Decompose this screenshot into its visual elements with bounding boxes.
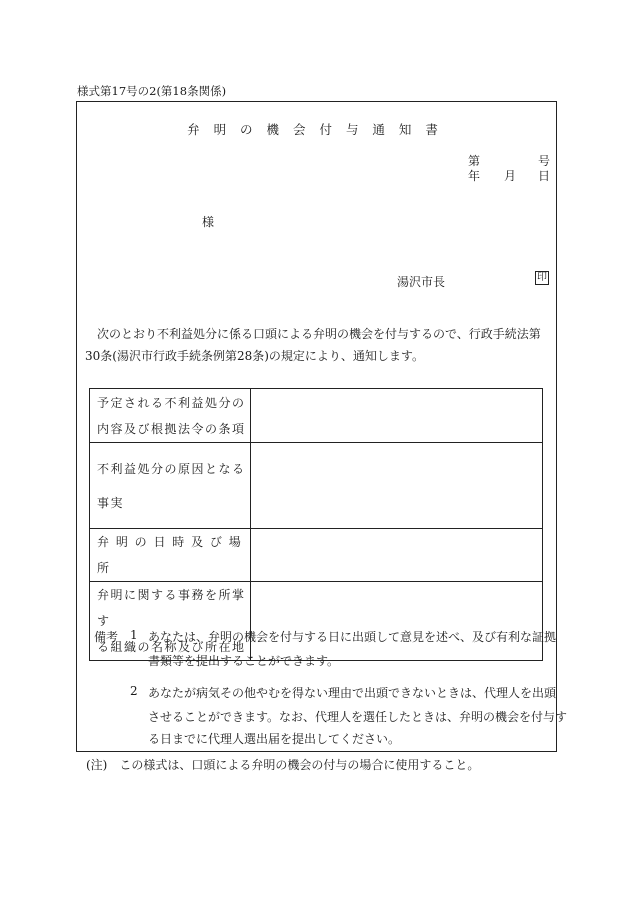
table-row <box>90 529 543 582</box>
footnote: (注) この様式は、口頭による弁明の機会の付与の場合に使用すること。 <box>86 758 480 772</box>
note-1-line-1: あなたは、弁明の機会を付与する日に出頭して意見を述べ、及び有利な証拠 <box>148 630 557 644</box>
table-row <box>90 582 543 661</box>
form-number-label: 様式第17号の2(第18条関係) <box>77 84 227 98</box>
date-day: 日 <box>538 169 551 183</box>
number-suffix: 号 <box>538 154 551 168</box>
row-value-proposed-disposition <box>251 389 543 443</box>
date-month: 月 <box>504 169 517 183</box>
sender-name: 湯沢市長 <box>397 275 446 289</box>
note-number: 1 <box>130 628 138 642</box>
note-2-line-1: あなたが病気その他やむを得ない理由で出頭できないときは、代理人を出頭 <box>148 686 557 700</box>
note-number: 2 <box>130 684 138 698</box>
notes-heading: 備考 <box>94 630 119 644</box>
label-line: 弁明に関する事務を所掌す <box>97 588 246 628</box>
row-value-datetime-place <box>251 529 543 582</box>
row-label-cause-facts <box>90 443 251 529</box>
label-line: る組織の名称及び所在地 <box>97 640 246 654</box>
recipient-suffix: 様 <box>202 215 215 229</box>
table-row <box>90 389 543 443</box>
label-line: 事実 <box>97 495 125 510</box>
seal-stamp: 印 <box>537 272 547 283</box>
label-line: 内容及び根拠法令の条項 <box>97 421 246 436</box>
document-title: 弁 明 の 機 会 付 与 通 知 書 <box>187 122 443 137</box>
number-prefix: 第 <box>468 154 481 168</box>
date-year: 年 <box>468 169 481 183</box>
table-row <box>90 443 543 529</box>
row-label-organization <box>90 582 251 661</box>
row-label-proposed-disposition <box>90 389 251 443</box>
note-2-line-3: る日までに代理人選出届を提出してください。 <box>148 732 401 746</box>
label-line: 予定される不利益処分の <box>97 395 246 410</box>
label-line: 不利益処分の原因となる <box>97 461 246 476</box>
row-label-datetime-place <box>90 529 251 582</box>
row-value-organization <box>251 582 543 661</box>
notice-body: 次のとおり不利益処分に係る口頭による弁明の機会を付与するので、行政手続法第30条(湯沢市行政手続条例第28条)の規定により、通知します。 <box>85 327 541 363</box>
row-value-cause-facts <box>251 443 543 529</box>
info-table <box>89 388 543 661</box>
note-2-line-2: させることができます。なお、代理人を選任したときは、弁明の機会を付与す <box>148 710 568 724</box>
note-1-line-2: 書類等を提出することができます。 <box>148 654 340 668</box>
label-line: 弁 明 の 日 時 及 び 場 所 <box>97 535 243 575</box>
